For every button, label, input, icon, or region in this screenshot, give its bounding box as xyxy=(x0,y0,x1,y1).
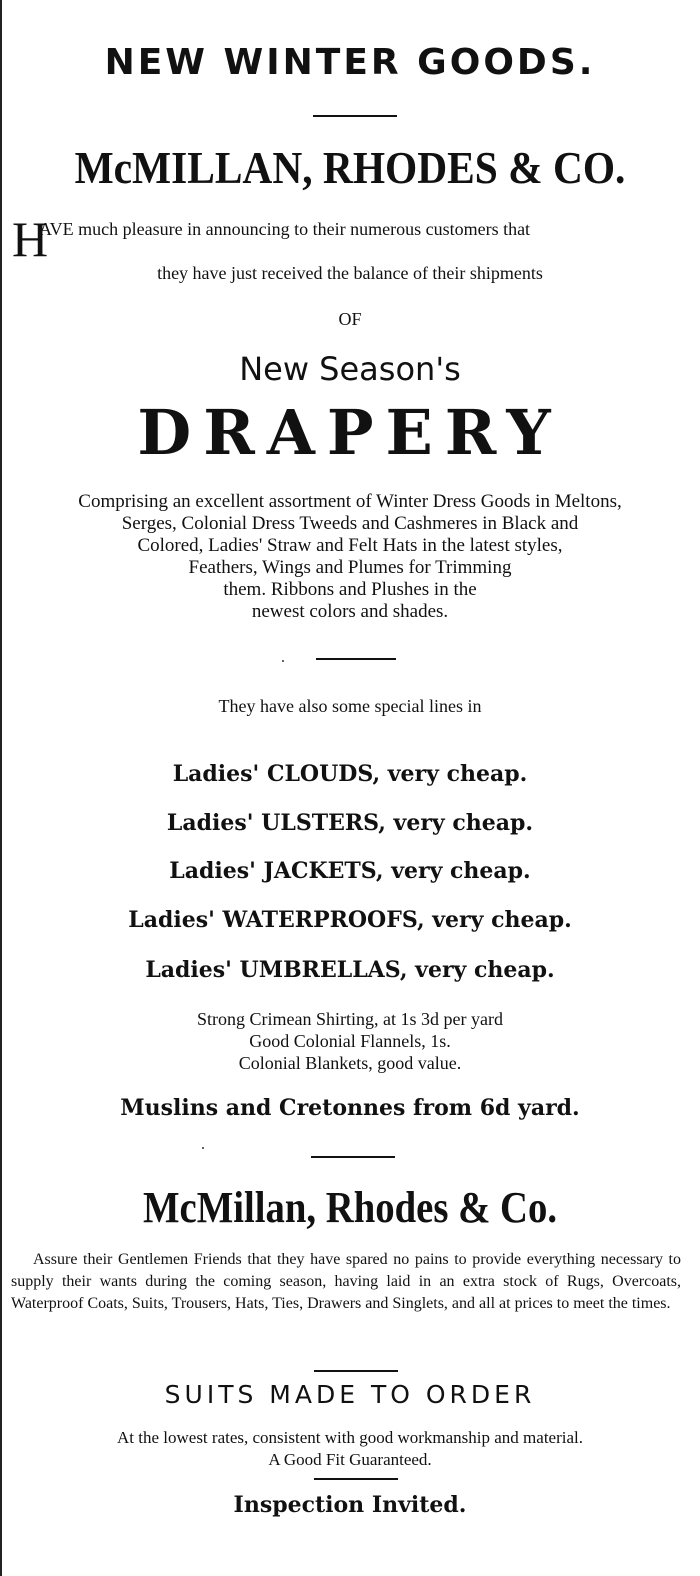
intro-of: OF xyxy=(338,309,362,329)
intro-line-2: they have just received the balance of their shipments xyxy=(157,263,543,283)
suits-title: SUITS MADE TO ORDER xyxy=(164,1380,536,1409)
divider-rule xyxy=(314,1370,398,1372)
divider-rule xyxy=(314,1478,398,1480)
muslins-line: Muslins and Cretonnes from 6d yard. xyxy=(120,1095,580,1121)
extras-line: Good Colonial Flannels, 1s. xyxy=(249,1031,451,1051)
special-lines-intro: They have also some special lines in xyxy=(218,696,482,716)
special-item: Ladies' UMBRELLAS, very cheap. xyxy=(145,957,555,983)
special-item: Ladies' JACKETS, very cheap. xyxy=(169,858,531,884)
divider-rule xyxy=(316,658,396,660)
new-season-subtitle: New Season's xyxy=(239,350,461,388)
drop-cap: H xyxy=(12,211,49,267)
gentlemen-paragraph: Assure their Gentlemen Friends that they have spared no pains to provide everything necessary to supply their wants during the coming season, having laid in an extra stock of Rugs, Overcoats, Waterproof Coats, Suits, Trousers, Hats, Ties, Drawers and Singlets, and all at prices to meet the times. xyxy=(11,1251,681,1312)
gentlemen-firm-name: McMillan, Rhodes & Co. xyxy=(142,1183,558,1232)
speck xyxy=(282,660,284,662)
speck xyxy=(202,1147,204,1149)
column-border xyxy=(0,0,2,1576)
extras-line: Colonial Blankets, good value. xyxy=(238,1053,462,1073)
firm-name-heading: McMILLAN, RHODES & CO. xyxy=(74,142,626,193)
special-item: Ladies' ULSTERS, very cheap. xyxy=(166,810,534,836)
description-line: Serges, Colonial Dress Tweeds and Cashmeres in Black and xyxy=(121,513,579,534)
description-line: Colored, Ladies' Straw and Felt Hats in the latest styles, xyxy=(137,535,563,556)
special-item: Ladies' WATERPROOFS, very cheap. xyxy=(128,907,572,933)
suits-line-1: At the lowest rates, consistent with good workmanship and material. xyxy=(117,1428,583,1447)
description-line: newest colors and shades. xyxy=(251,601,449,622)
special-item: Ladies' CLOUDS, very cheap. xyxy=(172,761,528,787)
extras-line: Strong Crimean Shirting, at 1s 3d per yard xyxy=(197,1009,503,1029)
intro-line-1: AVE much pleasure in announcing to their numerous customers that xyxy=(39,219,531,239)
description-line: Feathers, Wings and Plumes for Trimming xyxy=(188,557,512,578)
divider-rule xyxy=(311,1156,395,1158)
drapery-title: DRAPERY xyxy=(137,396,563,469)
description-line: Comprising an excellent assortment of Winter Dress Goods in Meltons, xyxy=(78,491,622,512)
description-line: them. Ribbons and Plushes in the xyxy=(223,579,477,600)
divider-rule xyxy=(313,115,397,117)
advert-headline: NEW WINTER GOODS. xyxy=(104,42,596,83)
inspection-invited: Inspection Invited. xyxy=(233,1492,467,1518)
suits-line-2: A Good Fit Guaranteed. xyxy=(268,1450,432,1469)
